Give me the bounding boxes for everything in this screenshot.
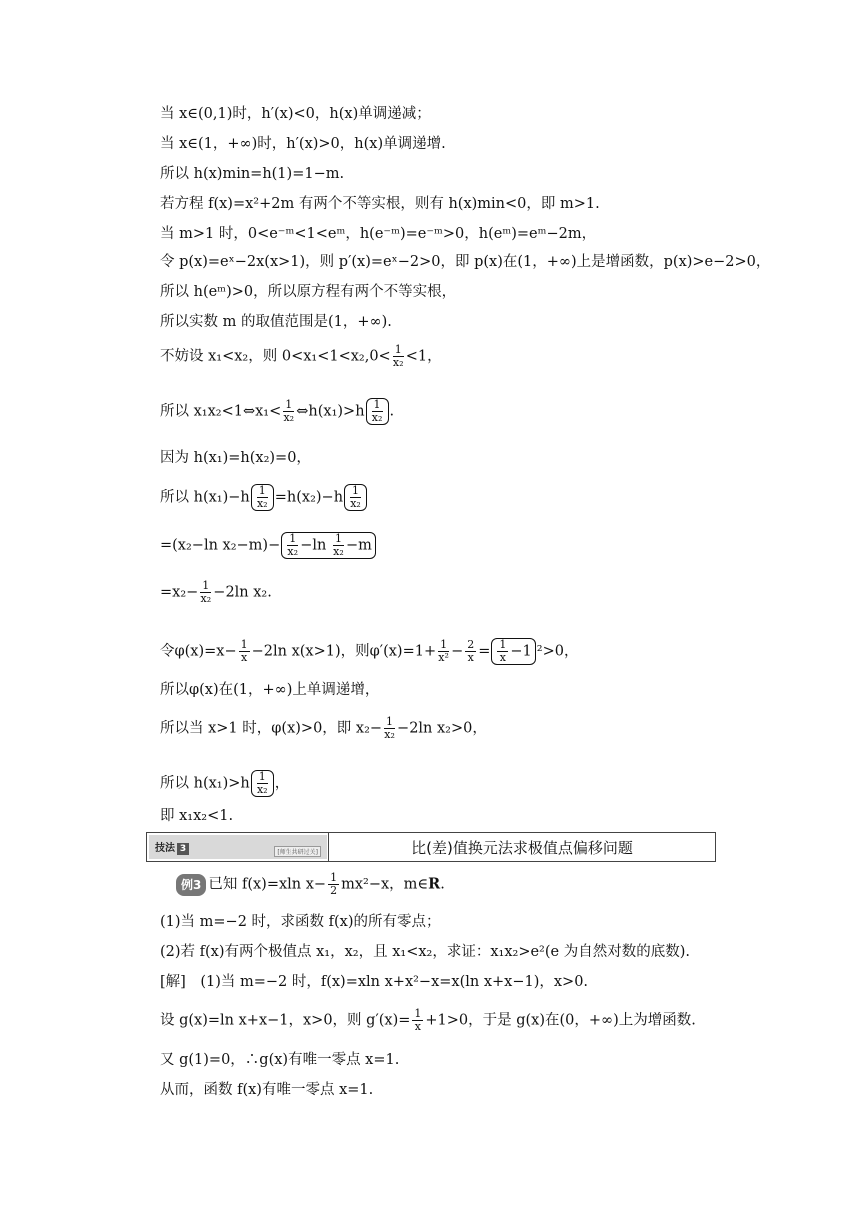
text-segment: <1，: [405, 348, 442, 365]
text-segment: −m: [345, 537, 372, 554]
parenthesis-group: [251, 770, 274, 797]
fraction: [333, 533, 344, 558]
numerator: 1: [499, 638, 507, 651]
denominator: 2: [330, 884, 338, 897]
fraction: [465, 639, 476, 664]
section-banner: [146, 832, 716, 862]
numerator: 2: [467, 638, 475, 651]
text-line: 若方程 f(x)=x²+2m 有两个不等实根，则有 h(x)min<0，即 m>1.: [160, 196, 600, 212]
example-statement: [176, 872, 445, 897]
question-1: (1)当 m=−2 时，求函数 f(x)的所有零点；: [160, 914, 441, 930]
text-segment: 所以 x₁x₂<1⇔x₁<: [160, 403, 282, 420]
fraction: [350, 485, 361, 510]
fraction: [239, 639, 250, 664]
numerator: 1: [240, 638, 248, 651]
denominator: x₂: [392, 356, 404, 369]
solution-line: 又 g(1)=0，∴g(x)有唯一零点 x=1.: [160, 1052, 400, 1068]
text-segment: 所以 h(x₁)>h: [160, 775, 250, 792]
solution-line: [解] (1)当 m=−2 时，f(x)=xln x+x²−x=x(ln x+x−1)，x>0.: [160, 974, 589, 990]
denominator: x: [414, 1020, 421, 1033]
denominator: x: [499, 651, 507, 664]
text-line: 令 p(x)=eˣ−2x(x>1)，则 p′(x)=eˣ−2>0，即 p(x)在(1，+∞)上是增函数，p(x)>e−2>0，: [160, 254, 771, 270]
fraction: [393, 344, 404, 369]
numerator: 1: [414, 1007, 422, 1020]
text-segment: R: [428, 875, 441, 893]
text-line: [160, 344, 442, 369]
text-segment: =x₂−: [160, 584, 199, 601]
text-segment: =h(x₂)−h: [274, 489, 344, 506]
denominator: x₂: [384, 728, 395, 741]
text-line: [160, 398, 394, 425]
fraction: [412, 1008, 423, 1033]
text-segment: .: [440, 876, 445, 893]
text-segment: =(x₂−ln x₂−m)−: [160, 537, 281, 554]
parenthesis-group: [251, 484, 274, 511]
denominator: x: [241, 651, 248, 664]
fraction: [283, 399, 294, 424]
text-line: 所以φ(x)在(1，+∞)上单调递增，: [160, 682, 380, 698]
numerator: 1: [394, 343, 402, 356]
fraction: [497, 639, 508, 664]
text-segment: 已知 f(x)=xln x−: [208, 876, 327, 893]
text-segment: =: [478, 643, 491, 660]
text-line: 当 x∈(1，+∞)时，h′(x)>0，h(x)单调递增.: [160, 136, 446, 152]
denominator: x₂: [283, 411, 295, 424]
text-line: 所以 h(x)min=h(1)=1−m.: [160, 166, 345, 182]
text-line: 当 x∈(0,1)时，h′(x)<0，h(x)单调递减；: [160, 106, 431, 122]
fraction: [328, 872, 339, 897]
numerator: 1: [352, 484, 360, 497]
technique-label: 技法 3: [155, 839, 189, 855]
denominator: x₂: [256, 497, 268, 510]
text-segment: −2ln x₂.: [213, 584, 272, 601]
question-2: (2)若 f(x)有两个极值点 x₁，x₂，且 x₁<x₂，求证：x₁x₂>e²(e 为自然对数的底数).: [160, 944, 690, 960]
parenthesis-group: [344, 484, 367, 511]
text-segment: −ln: [300, 537, 327, 554]
fraction: [257, 771, 268, 796]
text-segment: 令φ(x)=x−: [160, 643, 237, 660]
text-segment: ，: [274, 775, 290, 792]
numerator: 1: [289, 532, 297, 545]
text-segment: +1>0，于是 g(x)在(0，+∞)上为增函数.: [425, 1012, 696, 1029]
text-line: 所以 h(eᵐ)>0，所以原方程有两个不等实根，: [160, 284, 457, 300]
text-segment: −: [451, 643, 464, 660]
denominator: x₂: [256, 783, 268, 796]
example-badge: 例3: [176, 874, 206, 896]
denominator: x₂: [287, 545, 299, 558]
parenthesis-group: [366, 398, 389, 425]
denominator: x₂: [350, 497, 361, 510]
numerator: 1: [440, 638, 448, 651]
text-line: [160, 716, 487, 741]
numerator: 1: [334, 532, 342, 545]
denominator: x: [467, 651, 474, 664]
numerator: 1: [285, 398, 293, 411]
denominator: x₂: [200, 592, 212, 605]
fraction: [372, 399, 383, 424]
technique-subtag: [师生共研过关]: [274, 846, 321, 857]
fraction: [200, 580, 211, 605]
fraction: [438, 639, 449, 664]
denominator: x₂: [371, 411, 383, 424]
text-line: 因为 h(x₁)=h(x₂)=0，: [160, 450, 311, 466]
technique-number: 3: [177, 843, 189, 855]
text-line: [160, 532, 377, 559]
text-line: [160, 580, 272, 605]
fraction: [257, 485, 268, 510]
text-segment: 所以 h(x₁)−h: [160, 489, 250, 506]
solution-line: [160, 1008, 696, 1033]
parenthesis-group: [281, 532, 376, 559]
technique-tag: [149, 835, 327, 859]
numerator: 1: [373, 398, 381, 411]
text-segment: 设 g(x)=ln x+x−1，x>0，则 g′(x)=: [160, 1012, 411, 1029]
numerator: 1: [386, 715, 394, 728]
text-segment: −2ln x₂>0，: [397, 720, 487, 737]
text-segment: 所以当 x>1 时，φ(x)>0，即 x₂−: [160, 720, 383, 737]
text-segment: .: [389, 403, 395, 420]
numerator: 1: [202, 579, 210, 592]
text-segment: ²>0，: [536, 643, 579, 660]
numerator: 1: [258, 484, 266, 497]
denominator: x₂: [333, 545, 344, 558]
solution-line: 从而，函数 f(x)有唯一零点 x=1.: [160, 1082, 374, 1098]
fraction: [287, 533, 298, 558]
text-line: 所以实数 m 的取值范围是(1，+∞).: [160, 314, 392, 330]
text-segment: −2ln x(x>1)，则φ′(x)=1+: [251, 643, 437, 660]
fraction: [384, 716, 395, 741]
text-line: [160, 484, 368, 511]
text-segment: −1: [510, 643, 532, 660]
denominator: x²: [438, 651, 449, 664]
numerator: 1: [330, 871, 338, 884]
section-title: 比(差)值换元法求极值点偏移问题: [411, 839, 633, 857]
text-line: [160, 638, 578, 665]
text-segment: mx²−x，m∈: [341, 876, 429, 893]
text-segment: ⇔h(x₁)>h: [296, 403, 365, 420]
text-line: 即 x₁x₂<1.: [160, 808, 234, 824]
numerator: 1: [258, 770, 266, 783]
text-segment: 不妨设 x₁<x₂，则 0<x₁<1<x₂,0<: [160, 348, 391, 365]
parenthesis-group: [491, 638, 535, 665]
text-line: 当 m>1 时，0<e⁻ᵐ<1<eᵐ，h(e⁻ᵐ)=e⁻ᵐ>0，h(eᵐ)=eᵐ−2m，: [160, 226, 597, 242]
text-line: [160, 770, 289, 797]
